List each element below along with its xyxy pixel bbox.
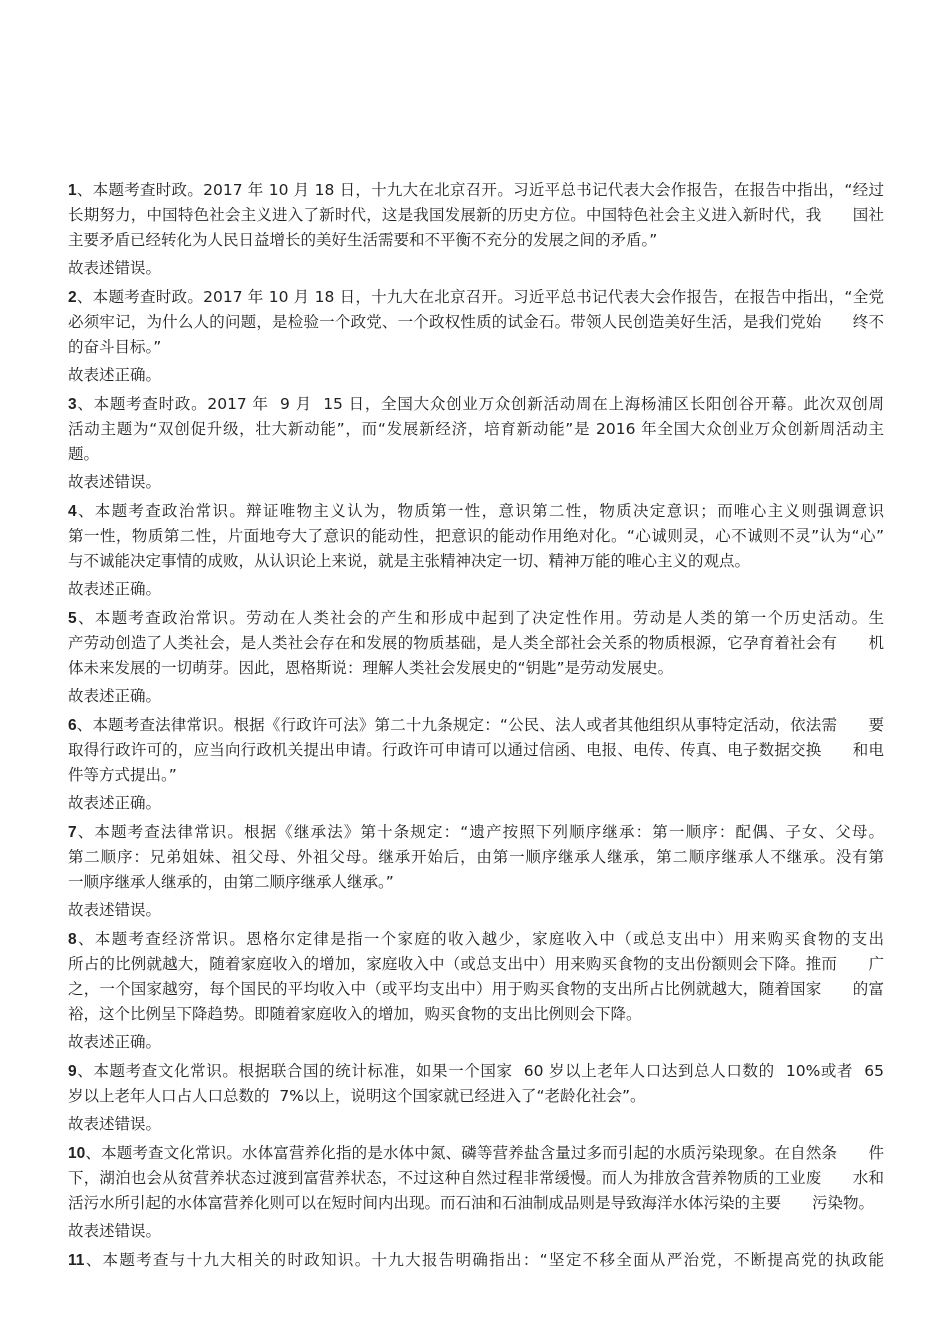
answer-text: 活污水所引起的水体富营养化则可以在短时间内出现。而石油和石油制成品则是导致海洋水体污染的主要 污染物。: [68, 1194, 875, 1212]
answer-text: 体未来发展的一切萌芽。因此，恩格斯说：理解人类社会发展史的“钥匙”是劳动发展史。: [68, 659, 674, 677]
answer-text: 、本题考查政治常识。辩证唯物主义认为，物质第一性，意识第二性，物质决定意识；而唯心主义则强调意识: [76, 502, 884, 520]
answer-line: [68, 927, 884, 952]
answer-line: [68, 392, 884, 417]
answer-text: 下，湖泊也会从贫营养状态过渡到富营养状态，不过这种自然过程非常缓慢。而人为排放含营养物质的工业废 水和: [68, 1169, 884, 1187]
answer-text: 的奋斗目标。”: [68, 338, 162, 356]
verdict: 故表述错误。: [68, 259, 162, 277]
answer-text: 第二顺序：兄弟姐妹、祖父母、外祖父母。继承开始后，由第一顺序继承人继承，第二顺序继承人不继承。没有第: [68, 848, 884, 866]
question-number: 3: [68, 396, 77, 413]
answer-line: [68, 1059, 884, 1084]
verdict: 故表述正确。: [68, 366, 162, 384]
answer-text: 长期努力，中国特色社会主义进入了新时代，这是我国发展新的历史方位。中国特色社会主义进入新时代，我 国社: [68, 206, 884, 224]
answer-line: [68, 763, 884, 788]
answer-line: [68, 1191, 884, 1216]
answer-line: [68, 417, 884, 442]
verdict: 故表述正确。: [68, 687, 162, 705]
question-number: 4: [68, 503, 77, 520]
answer-text: 、本题考查法律常识。根据《行政许可法》第二十九条规定：“公民、法人或者其他组织从事特定活动，依法需 要: [76, 716, 884, 734]
question-number: 1: [68, 182, 77, 199]
question-number: 11: [68, 1252, 85, 1269]
answer-line: [68, 820, 884, 845]
verdict: 故表述错误。: [68, 473, 162, 491]
question-number: 7: [68, 824, 77, 841]
answer-text: 岁以上老年人口占人口总数的 7%以上，说明这个国家就已经进入了“老龄化社会”。: [68, 1087, 646, 1105]
answer-line: [68, 1002, 884, 1027]
answer-text: 件等方式提出。”: [68, 766, 177, 784]
answer-line: [68, 1084, 884, 1109]
question-number: 5: [68, 610, 77, 627]
answer-item-2: [68, 285, 884, 388]
answer-text: 、本题考查时政。2017 年 10 月 18 日，十九大在北京召开。习近平总书记代表大会作报告，在报告中指出，“全党: [76, 288, 884, 306]
question-number: 10: [68, 1145, 86, 1162]
answer-line: [68, 335, 884, 360]
answer-item-3: [68, 392, 884, 495]
question-number: 9: [68, 1063, 77, 1080]
verdict: 故表述正确。: [68, 1033, 162, 1051]
answer-text: 主要矛盾已经转化为人民日益增长的美好生活需要和不平衡不充分的发展之间的矛盾。”: [68, 231, 658, 249]
answer-text: 产劳动创造了人类社会，是人类社会存在和发展的物质基础，是人类全部社会关系的物质根源，它孕育着社会有 机: [68, 634, 884, 652]
verdict: 故表述错误。: [68, 1115, 162, 1133]
answer-text: 、本题考查法律常识。根据《继承法》第十条规定：“遗产按照下列顺序继承：第一顺序：配偶、子女、父母。: [76, 823, 884, 841]
answer-text: 之，一个国家越穷，每个国民的平均收入中（或平均支出中）用于购买食物的支出所占比例就越大，随着国家 的富: [68, 980, 884, 998]
answer-text: 取得行政许可的，应当向行政机关提出申请。行政许可申请可以通过信函、电报、电传、传真、电子数据交换 和电: [68, 741, 884, 759]
verdict: 故表述错误。: [68, 1222, 162, 1240]
answer-text: 所占的比例就越大，随着家庭收入的增加，家庭收入中（或总支出中）用来购买食物的支出份额则会下降。推而 广: [68, 955, 884, 973]
answer-line: [68, 870, 884, 895]
answer-item-10: [68, 1141, 884, 1244]
answer-line: [68, 713, 884, 738]
answer-line: [68, 310, 884, 335]
answer-text: 、本题考查时政。2017 年 10 月 18 日，十九大在北京召开。习近平总书记代表大会作报告，在报告中指出，“经过: [76, 181, 884, 199]
answer-line: [68, 952, 884, 977]
answer-item-9: [68, 1059, 884, 1137]
question-number: 8: [68, 931, 77, 948]
verdict: 故表述正确。: [68, 580, 162, 598]
answer-text: 裕，这个比例呈下降趋势。即随着家庭收入的增加，购买食物的支出比例则会下降。: [68, 1005, 642, 1023]
answer-item-7: [68, 820, 884, 923]
answer-text: 、本题考查经济常识。恩格尔定律是指一个家庭的收入越少，家庭收入中（或总支出中）用来购买食物的支出: [76, 930, 884, 948]
answer-text: 一顺序继承人继承的，由第二顺序继承人继承。”: [68, 873, 394, 891]
question-number: 2: [68, 289, 77, 306]
answer-line: [68, 977, 884, 1002]
answer-line: [68, 228, 884, 253]
answer-line: [68, 524, 884, 549]
answer-item-8: [68, 927, 884, 1055]
answer-item-6: [68, 713, 884, 816]
answer-line: [68, 1166, 884, 1191]
answer-text: 第一性，物质第二性，片面地夸大了意识的能动性，把意识的能动作用绝对化。“心诚则灵，心不诚则不灵”认为“心”: [68, 527, 884, 545]
answer-item-11: [68, 1248, 884, 1273]
answer-line: [68, 549, 884, 574]
answer-line: [68, 606, 884, 631]
question-number: 6: [68, 717, 77, 734]
verdict: 故表述错误。: [68, 901, 162, 919]
answer-text: 与不诚能决定事情的成败，从认识论上来说，就是主张精神决定一切、精神万能的唯心主义的观点。: [68, 552, 751, 570]
answer-line: [68, 1248, 884, 1273]
answer-text: 、本题考查文化常识。水体富营养化指的是水体中氮、磷等营养盐含量过多而引起的水质污染现象。在自然条 件: [85, 1144, 884, 1162]
answer-line: [68, 203, 884, 228]
verdict: 故表述正确。: [68, 794, 162, 812]
answer-document: [68, 178, 884, 1277]
answer-text: 、本题考查与十九大相关的时政知识。十九大报告明确指出：“坚定不移全面从严治党，不断提高党的执政能: [84, 1251, 884, 1269]
answer-line: [68, 442, 884, 467]
answer-line: [68, 178, 884, 203]
answer-text: 、本题考查文化常识。根据联合国的统计标准，如果一个国家 60 岁以上老年人口达到总人口数的 10%或者 65: [76, 1062, 884, 1080]
answer-line: [68, 1141, 884, 1166]
answer-line: [68, 738, 884, 763]
answer-item-5: [68, 606, 884, 709]
answer-line: [68, 499, 884, 524]
answer-text: 题。: [68, 445, 100, 463]
answer-line: [68, 845, 884, 870]
answer-text: 活动主题为“双创促升级，壮大新动能”，而“发展新经济，培育新动能”是 2016 年全国大众创业万众创新周活动主: [68, 420, 884, 438]
answer-line: [68, 285, 884, 310]
answer-text: 必须牢记，为什么人的问题，是检验一个政党、一个政权性质的试金石。带领人民创造美好生活，是我们党始 终不: [68, 313, 884, 331]
answer-line: [68, 631, 884, 656]
answer-text: 、本题考查政治常识。劳动在人类社会的产生和形成中起到了决定性作用。劳动是人类的第一个历史活动。生: [76, 609, 884, 627]
answer-text: 、本题考查时政。2017 年 9 月 15 日，全国大众创业万众创新活动周在上海杨浦区长阳创谷开幕。此次双创周: [76, 395, 884, 413]
answer-line: [68, 656, 884, 681]
answer-item-1: [68, 178, 884, 281]
answer-item-4: [68, 499, 884, 602]
